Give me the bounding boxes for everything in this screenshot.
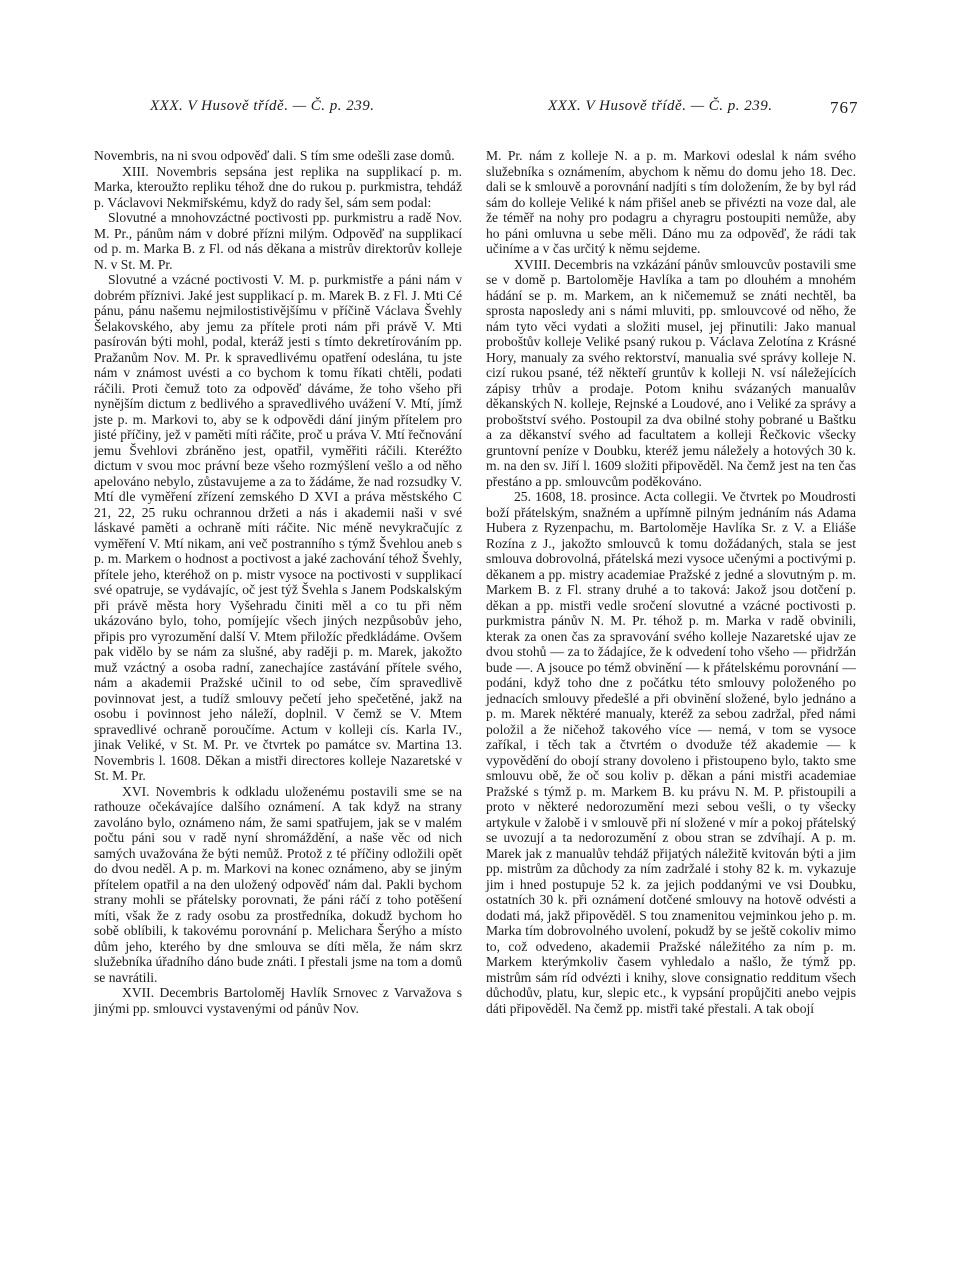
paragraph: Novembris, na ni svou odpověď dali. S tím sme odešli zase domů.: [94, 148, 455, 163]
paragraph: 25. 1608, 18. prosince. Acta collegii. Ve čtvrtek po Moudrosti boží přátelským, snažném a upřímně pilným jednáním nás Adama Hubera z Ryzenpachu, m. Bartoloměje Havlíka Sr. z V. a Eliáše Rozína z J., jakožto smlouvců k tomu dožádaných, stala se jest smlouva dobrovolná, přátelská mezi vysoce učenými a poctivými p. děkanem a pp. mistry academiae Pražské z jedné a slovutným p. m. Markem B. z Fl. strany druhé a to taková: Jakož jsou dotčení p. děkan a pp. mistři vedle sročení slovutné a vzácné poctivosti p. purkmistra pánův N. M. Pr. téhož p. m. Marka v radě obvinili, kterak za onen čas za spravování svého kolleje Nazaretské ujav ze dvou stohů — za to žádajíce, že k odvedení toho všeho — přidržán bude —. A jsouce po témž obvinění — k přátelskému porovnání — podáni, když toho dne z počátku této smlouvy položeného po jednacích smlouvy předešlé a při obvinění složené, bylo jednáno a p. m. Marek něktéré manualy, kteréž za sebou zadržal, před námi položil a že ničehož takového více — nemá, v tom se vysoce zaříkal, i těch tak a čtvrtém o dvoduže též akademie — k vypovědění do obojí strany dovoleno i přistoupeno bylo, takto sme smlouvu obě, že oč sou koliv p. děkan a páni mistři academiae Pražské s týmž p. m. Markem B. ku právu N. M. P. přistoupili a proto v některé nedorozumění mezi sebou vešli, o ty všecky artykule v žalobě i v smlouvě při ní složené v mír a pokoj přátelský se uvozují a ta nedorozumění z obou stran se zdvíhají. A p. m. Marek jak z manualův tehdáž přijatých náležitě kvitován býti a jim pp. mistrům za důchody za ním zadržalé i stohy 82 k. m. vykazuje jim i hned postupuje 52 k. za jejich poddanými ve vsi Doubku, ostatních 30 k. při oznámení dotčené smlouvy na hotově odvésti a dodati má, jakž připověděl. S tou znamenitou vejminkou jeho p. m. Marka tím dobrovolného uvolení, pokudž by se ještě cokoliv mimo to, což odvedeno, akademii Pražské náležitého za ním p. m. Markem kterýmkoliv časem vyhledalo a našlo, že týmž pp. mistrům sám ríd odvézti i knihy, slove consignatio redditum všech důchodův, platu, kur, slepic etc., k vypsání propůjčiti anebo vejpis dáti připověděl. Na čemž pp. mistři také přestali. A tak obojí: [486, 489, 856, 1016]
left-column: [94, 148, 462, 1016]
running-header-left: XXX. V Husově třídě. — Č. p. 239.: [150, 98, 375, 114]
paragraph: Slovutné a mnohovzáctné poctivosti pp. purkmistru a radě Nov. M. Pr., pánům nám v dobré přízni milým. Odpověď na supplikací od p. m. Marka B. z Fl. od nás děkana a mistrův direktorův kolleje N. v St. M. Pr.: [94, 210, 462, 272]
paragraph: XIII. Novembris sepsána jest replika na supplikací p. m. Marka, kteroužto repliku téhož dne do rukou p. purkmistra, tehdáž p. Václavovi Nekmiřskému, když do rady šel, sám sem podal:: [94, 163, 462, 210]
paragraph: XVI. Novembris k odkladu uloženému postavili sme se na rathouze očekávajíce dalšího oznámení. A tak když na strany zavoláno bylo, oznámeno nám, že sami spatřujem, jak se v malém počtu páni sou v radě nyní shromáždění, a naše věc od nich samých uvažována že býti nemůž. Protož z té příčiny odložili opět do dvou neděl. A p. m. Markovi na konec oznámeno, aby se jiným přítelem opatřil a na den uložený odpověď nám dal. Pakli bychom strany mohli se přátelsky porovnati, že páni ráčí z toho potěšení míti, však že z rady osobu za prostředníka, dokudž bychom ho sobě oblíbili, k takovému porovnání p. Melichara Šerýho a místo dům jeho, kterého by dne smlouva se díti měla, že nám skrz služebníka úřadního dáno bude znáti. I přestali jsme na tom a domů se navrátili.: [94, 783, 462, 985]
paragraph: XVIII. Decembris na vzkázání pánův smlouvcův postavili sme se v domě p. Bartoloměje Havlíka a tam po dlouhém a mnohém hádání se p. m. Markem, an k ničememuž se znáti nechtěl, ba sprosta naposledy ani s námi mluviti, pp. smlouvcové od něho, že nám tyto věci vydati a složiti musel, jej přinutili: Jako manual proboštův kolleje Veliké psaný rukou p. Václava Zelotína z Krásné Hory, manualy za svého rektorství, manualia své správy kolleje N. cizí rukou psané, též někteří gruntův k kolleji N. vsí náležejících zápisy trhův a prodaje. Potom knihu svázaných manualův děkanských N. kolleje, Rejnské a Loudové, ano i Veliké za správy a proboštství svého. Postoupil za dva obilné stohy pobrané u Baštku a za děkanství svého ad facultatem a kolleji Řečkovic všecky gruntovní peníze v Doubku, kteréž jemu náležely a hotových 30 k. m. na den sv. Jiří l. 1609 složiti připověděl. Na čemž jest na ten čas přestáno a pp. smlouvcům poděkováno.: [486, 256, 857, 489]
running-header-right-text: XXX. V Husově třídě. — Č. p. 239.: [548, 98, 773, 114]
running-header-right: [548, 98, 859, 117]
paragraph: M. Pr. nám z kolleje N. a p. m. Markovi odeslal k nám svého služebníka s oznámením, abychom k němu do domu jeho 18. Dec. dali se k smlouvě a porovnání nadjíti s tím doložením, že by byl rád sám do kolleje Veliké k nám přišel aneb se přivézti na voze dal, ale že téměř na nohy pro podagru a chyragru postoupiti nemůže, aby ho páni omluvna u sebe měli. Dáno mu za odpověď, že rádi tak učiníme a v čas určitý k němu sejdeme.: [486, 148, 856, 256]
page-number: 767: [830, 98, 859, 117]
paragraph: XVII. Decembris Bartoloměj Havlík Srnovec z Varvažova s jinými pp. smlouvci vystavenými od pánův Nov.: [94, 985, 462, 1016]
right-column: [486, 148, 856, 1016]
paragraph: Slovutné a vzácné poctivosti V. M. p. purkmistře a páni nám v dobrém příznivi. Jaké jest supplikací p. m. Marek B. z Fl. J. Mti Cé pánu, pánu našemu nejmilostistivějšímu v příčině Václava Švehly Šelakovského, aby jemu za přítele proti nám při právě V. Mti pasírován býti mohl, podal, kteráž jesti s tímto dekretírováním pp. Pražanům Nov. M. Pr. k spravedlivému opatření odeslána, tu jste nám v známost uvésti a co bychom k tomu říkati chtěli, podati ráčili. Proti čemuž toto za odpověď dáváme, že toho všeho při nynějším dictum z bedlivého a spravedlivého uvážení V. Mtí, jímž jste p. m. Markovi to, aby se k odpovědi dání jiným přítelem pro jisté příčiny, jež v paměti míti ráčite, proč u práva V. Mtí řečnování jemu Švehlovi zbráněno jest, opatřil, vyměřiti ráčili. Kteréžto dictum v svou moc právní beze všeho rozmýšlení vešlo a od něho apelováno nebylo, zůstavujeme a za to žádáme, že nad rozsudky V. Mtí dle vyměření zřízení zemského D XVI a práva městského C 21, 22, 25 ruku ochrannou držeti a nás i akademii naši v své láskavé paměti a ochraně míti ráčite. Nic méně nevykračujíc z vyměření V. Mtí nikam, ani več postranního s týmž Švehlou aneb s p. m. Markem o hodnost a poctivost a jaké zachování téhož Švehly, přítele jeho, kteréhož on p. mistr vysoce na poctivosti v supplikací své opatruje, se vydávajíc, oč jest týž Švehla s Janem Podskalským při právě města hory Vyšehradu činiti měl a co tu při něm ukázováno bylo, toho, pomíjejíc všech jiných nezpůsobův jeho, připis pro vyrozumění další V. Mtem přiložíc předkládáme. Ovšem pak vidělo by se nám za slušné, aby raději p. m. Marek, jakožto muž vzáctný a osoba radní, zanechajíce zastávání přítele svého, nám a akademii Pražské učinil to od sebe, čím spravedlivě povinnovat jest, a tudíž smlouvy pečetí jeho spečetěné, jakž na osobu i povinnost jeho náleží, doplnil. V čemž se V. Mtem spravedlivé ochraně poroučíme. Actum v kolleji cís. Karla IV., jinak Veliké, v St. M. Pr. ve čtvrtek po památce sv. Martina 13. Novembris l. 1608. Děkan a mistři directores kolleje Nazaretské v St. M. Pr.: [94, 272, 462, 783]
